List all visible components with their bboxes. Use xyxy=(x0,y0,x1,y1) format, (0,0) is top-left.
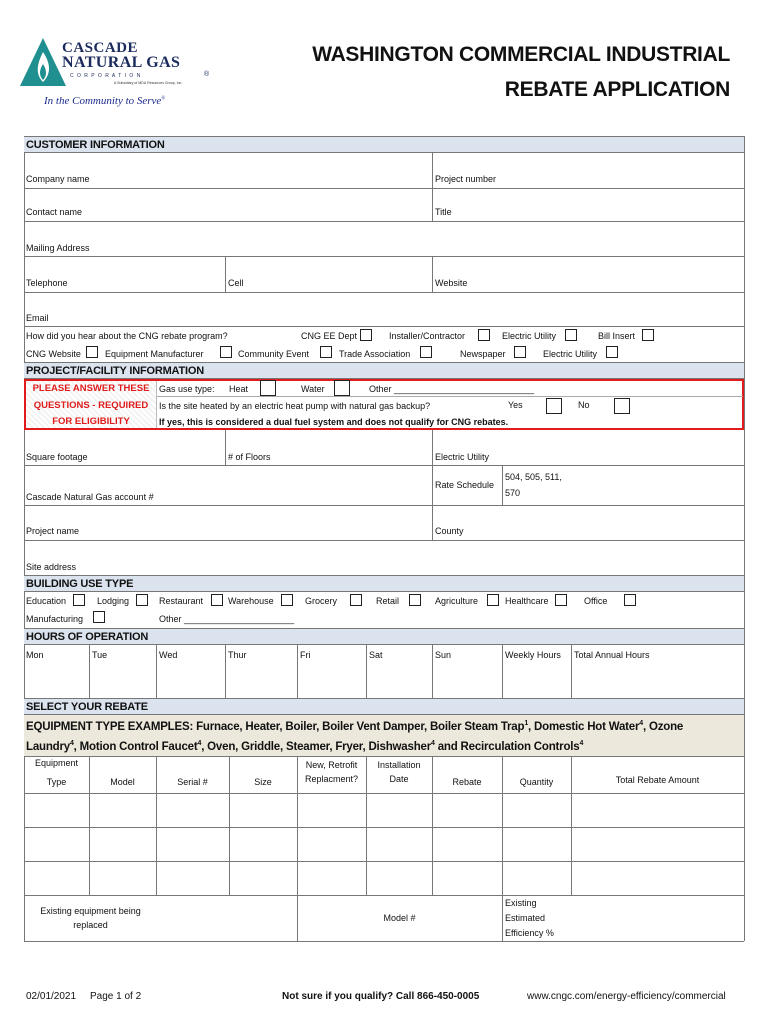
required-note-line1: PLEASE ANSWER THESE xyxy=(32,383,150,394)
footnote-marker: 4 xyxy=(431,740,435,747)
col-model: Model xyxy=(110,777,135,787)
row-divider xyxy=(24,827,744,828)
row-divider xyxy=(24,256,744,257)
opt-installer-label: Installer/Contractor xyxy=(389,331,466,341)
electric-utility-field[interactable]: Electric Utility xyxy=(435,452,490,462)
footnote-marker: 4 xyxy=(197,740,202,747)
col-divider xyxy=(225,645,226,698)
bldg-lodging-label: Lodging xyxy=(97,596,130,606)
existing-equipment-line1: Existing equipment being xyxy=(40,906,141,916)
col-divider xyxy=(156,381,157,428)
footer-date: 02/01/2021 xyxy=(26,991,77,1002)
gas-use-water-label: Water xyxy=(301,384,325,394)
bldg-warehouse-label: Warehouse xyxy=(228,596,274,606)
opt-cng-ee-checkbox[interactable] xyxy=(360,329,372,341)
title-field[interactable]: Title xyxy=(435,207,452,217)
section-hours-of-operation: HOURS OF OPERATION xyxy=(24,628,744,645)
logo-corporation: C O R P O R A T I O N xyxy=(70,73,142,79)
examples-text: EQUIPMENT TYPE EXAMPLES: Furnace, Heater, Boiler, Boiler Vent Damper, Boiler Steam Trap xyxy=(26,720,525,733)
examples-text: , Domestic Hot Water xyxy=(528,720,640,733)
project-name-field[interactable]: Project name xyxy=(26,526,80,536)
row-divider xyxy=(24,188,744,189)
section-building-use-type: BUILDING USE TYPE xyxy=(24,575,744,592)
bldg-healthcare-label: Healthcare xyxy=(505,596,549,606)
bldg-agriculture-checkbox[interactable] xyxy=(487,594,499,606)
footnote-marker: 4 xyxy=(639,720,643,727)
row-divider xyxy=(24,221,744,222)
heat-pump-yes-label: Yes xyxy=(508,400,523,410)
opt-electric-utility2-checkbox[interactable] xyxy=(606,346,618,358)
row-divider xyxy=(24,505,744,506)
col-divider xyxy=(297,645,298,698)
opt-equipment-checkbox[interactable] xyxy=(220,346,232,358)
opt-electric-utility-checkbox[interactable] xyxy=(565,329,577,341)
logo-registered: ® xyxy=(204,71,210,78)
dual-fuel-note: If yes, this is considered a dual fuel system and does not qualify for CNG rebates. xyxy=(159,417,509,427)
hours-thur-field[interactable]: Thur xyxy=(228,650,247,660)
floors-field[interactable]: # of Floors xyxy=(228,452,271,462)
opt-trade-label: Trade Association xyxy=(339,349,411,359)
col-rebate: Rebate xyxy=(452,777,482,787)
form-right-border xyxy=(744,136,745,941)
rate-schedule-values-line1: 504, 505, 511, xyxy=(505,472,562,482)
company-logo xyxy=(18,36,218,111)
flame-logo-icon xyxy=(18,36,68,88)
opt-cng-website-checkbox[interactable] xyxy=(86,346,98,358)
bldg-other-field[interactable]: Other ______________________ xyxy=(159,614,295,624)
section-project-facility: PROJECT/FACILITY INFORMATION xyxy=(24,362,744,379)
hear-about-question: How did you hear about the CNG rebate program? xyxy=(26,331,228,341)
examples-text: , Motion Control Faucet xyxy=(73,740,198,753)
bldg-healthcare-checkbox[interactable] xyxy=(555,594,567,606)
heat-pump-question: Is the site heated by an electric heat pump with natural gas backup? xyxy=(159,401,431,411)
footer-website-link[interactable]: www.cngc.com/energy-efficiency/commercial xyxy=(527,991,726,1002)
opt-trade-checkbox[interactable] xyxy=(420,346,432,358)
col-serial: Serial # xyxy=(177,777,208,787)
county-field[interactable]: County xyxy=(435,526,464,536)
square-footage-field[interactable]: Square footage xyxy=(26,452,88,462)
col-installation-date-line2: Date xyxy=(389,774,409,784)
footnote-marker: 4 xyxy=(69,740,74,747)
examples-text: and Recirculation Controls xyxy=(434,740,580,753)
website-field[interactable]: Website xyxy=(435,278,468,288)
row-divider xyxy=(24,895,744,896)
col-equipment-type-line1: Equipment xyxy=(34,758,79,768)
gas-use-heat-label: Heat xyxy=(229,384,249,394)
col-new-retrofit-line1: New, Retrofit xyxy=(305,760,358,770)
existing-efficiency-line1: Existing xyxy=(505,898,537,908)
col-total-rebate-amount: Total Rebate Amount xyxy=(615,775,700,785)
opt-community-label: Community Event xyxy=(238,349,310,359)
bldg-office-label: Office xyxy=(584,596,608,606)
site-address-field[interactable]: Site address xyxy=(26,562,77,572)
page-title-line1: WASHINGTON COMMERCIAL INDUSTRIAL xyxy=(312,43,730,66)
hours-mon-field[interactable]: Mon xyxy=(26,650,44,660)
bldg-lodging-checkbox[interactable] xyxy=(136,594,148,606)
bldg-grocery-checkbox[interactable] xyxy=(350,594,362,606)
hours-weekly-field[interactable]: Weekly Hours xyxy=(505,650,561,660)
opt-equipment-label: Equipment Manufacturer xyxy=(105,349,204,359)
col-equipment-type-line2: Type xyxy=(46,777,67,787)
mailing-address-field[interactable]: Mailing Address xyxy=(26,243,90,253)
opt-cng-ee-label: CNG EE Dept xyxy=(301,331,358,341)
bldg-manufacturing-label: Manufacturing xyxy=(26,614,84,624)
email-field[interactable]: Email xyxy=(26,313,49,323)
cell-field[interactable]: Cell xyxy=(228,278,244,288)
existing-efficiency-line3: Efficiency % xyxy=(505,928,554,938)
row-divider xyxy=(24,465,744,466)
col-divider xyxy=(502,645,503,698)
examples-text: Laundry xyxy=(26,740,70,753)
row-divider xyxy=(24,326,744,327)
col-installation-date-line1: Installation xyxy=(377,760,421,770)
row-divider xyxy=(24,540,744,541)
tagline-text: In the Community to Serve xyxy=(44,95,162,107)
col-divider xyxy=(432,430,433,540)
col-size: Size xyxy=(254,777,272,787)
section-customer-information: CUSTOMER INFORMATION xyxy=(24,136,744,153)
opt-newspaper-label: Newspaper xyxy=(460,349,506,359)
telephone-field[interactable]: Telephone xyxy=(26,278,68,288)
company-name-field[interactable]: Company name xyxy=(26,174,90,184)
bldg-education-label: Education xyxy=(26,596,67,606)
footnote-marker: 1 xyxy=(524,720,529,727)
existing-equipment-line2: replaced xyxy=(73,920,108,930)
row-divider xyxy=(24,861,744,862)
contact-name-field[interactable]: Contact name xyxy=(26,207,83,217)
footnote-marker: 4 xyxy=(579,740,584,747)
logo-tagline xyxy=(44,95,165,107)
col-divider xyxy=(156,645,157,698)
bldg-warehouse-checkbox[interactable] xyxy=(281,594,293,606)
footer-page-number: Page 1 of 2 xyxy=(90,991,142,1002)
rate-schedule-label: Rate Schedule xyxy=(435,480,495,490)
bldg-education-checkbox[interactable] xyxy=(73,594,85,606)
rate-schedule-values-line2: 570 xyxy=(505,488,521,498)
bldg-grocery-label: Grocery xyxy=(305,596,338,606)
col-divider xyxy=(432,256,433,292)
heat-pump-no-label: No xyxy=(578,400,590,410)
required-note-line2: QUESTIONS - REQUIRED xyxy=(33,400,149,411)
equipment-examples-line1 xyxy=(26,720,683,733)
bldg-retail-checkbox[interactable] xyxy=(409,594,421,606)
hours-sat-field[interactable]: Sat xyxy=(369,650,383,660)
col-new-retrofit-line2: Replacment? xyxy=(304,774,359,784)
opt-bill-insert-label: Bill Insert xyxy=(598,331,636,341)
hours-sun-field[interactable]: Sun xyxy=(435,650,452,660)
opt-community-checkbox[interactable] xyxy=(320,346,332,358)
tagline-mark: ® xyxy=(161,96,166,102)
row-divider xyxy=(24,793,744,794)
page-title-line2: REBATE APPLICATION xyxy=(504,78,730,101)
logo-name-line1: CASCADE xyxy=(62,40,139,56)
gas-use-label: Gas use type: xyxy=(159,384,215,394)
row-divider xyxy=(24,292,744,293)
bldg-restaurant-label: Restaurant xyxy=(159,596,204,606)
col-divider xyxy=(366,645,367,698)
bldg-restaurant-checkbox[interactable] xyxy=(211,594,223,606)
col-divider xyxy=(225,430,226,465)
opt-installer-checkbox[interactable] xyxy=(478,329,490,341)
logo-name-line2: NATURAL GAS xyxy=(62,54,181,71)
account-number-field[interactable]: Cascade Natural Gas account # xyxy=(26,492,154,502)
gas-use-water-checkbox[interactable] xyxy=(334,380,350,396)
col-divider xyxy=(225,256,226,292)
hours-wed-field[interactable]: Wed xyxy=(159,650,178,660)
project-number-field[interactable]: Project number xyxy=(435,174,497,184)
col-divider xyxy=(502,465,503,505)
existing-efficiency-line2: Estimated xyxy=(505,913,546,923)
examples-text: , Oven, Griddle, Steamer, Fryer, Dishwasher xyxy=(201,740,431,753)
logo-subsidiary: A Subsidiary of MDU Resources Group, Inc. xyxy=(114,81,183,85)
opt-electric-utility-label: Electric Utility xyxy=(502,331,557,341)
gas-use-heat-checkbox[interactable] xyxy=(260,380,276,396)
required-note-line3: FOR ELIGIBILITY xyxy=(52,416,130,427)
bldg-manufacturing-checkbox[interactable] xyxy=(93,611,105,623)
bldg-office-checkbox[interactable] xyxy=(624,594,636,606)
heat-pump-yes-checkbox[interactable] xyxy=(546,398,562,414)
opt-electric-utility2-label: Electric Utility xyxy=(543,349,598,359)
opt-bill-insert-checkbox[interactable] xyxy=(642,329,654,341)
bldg-retail-label: Retail xyxy=(376,596,400,606)
section-select-your-rebate: SELECT YOUR REBATE xyxy=(24,698,744,715)
opt-cng-website-label: CNG Website xyxy=(26,349,81,359)
col-divider xyxy=(432,645,433,698)
hours-tue-field[interactable]: Tue xyxy=(92,650,108,660)
examples-text: , Ozone xyxy=(642,720,684,733)
row-divider xyxy=(157,396,743,397)
equipment-examples-line2 xyxy=(26,740,583,753)
col-divider xyxy=(571,645,572,698)
opt-newspaper-checkbox[interactable] xyxy=(514,346,526,358)
row-divider xyxy=(24,941,744,942)
heat-pump-no-checkbox[interactable] xyxy=(614,398,630,414)
bldg-agriculture-label: Agriculture xyxy=(435,596,479,606)
hours-annual-field[interactable]: Total Annual Hours xyxy=(574,650,650,660)
gas-use-other-field[interactable]: Other ____________________________ xyxy=(369,384,535,394)
col-quantity: Quantity xyxy=(519,777,554,787)
footer-qualify-call: Not sure if you qualify? Call 866-450-0005 xyxy=(282,991,480,1002)
existing-model-number[interactable]: Model # xyxy=(383,913,416,923)
col-divider xyxy=(432,153,433,221)
col-divider xyxy=(89,645,90,698)
hours-fri-field[interactable]: Fri xyxy=(300,650,311,660)
